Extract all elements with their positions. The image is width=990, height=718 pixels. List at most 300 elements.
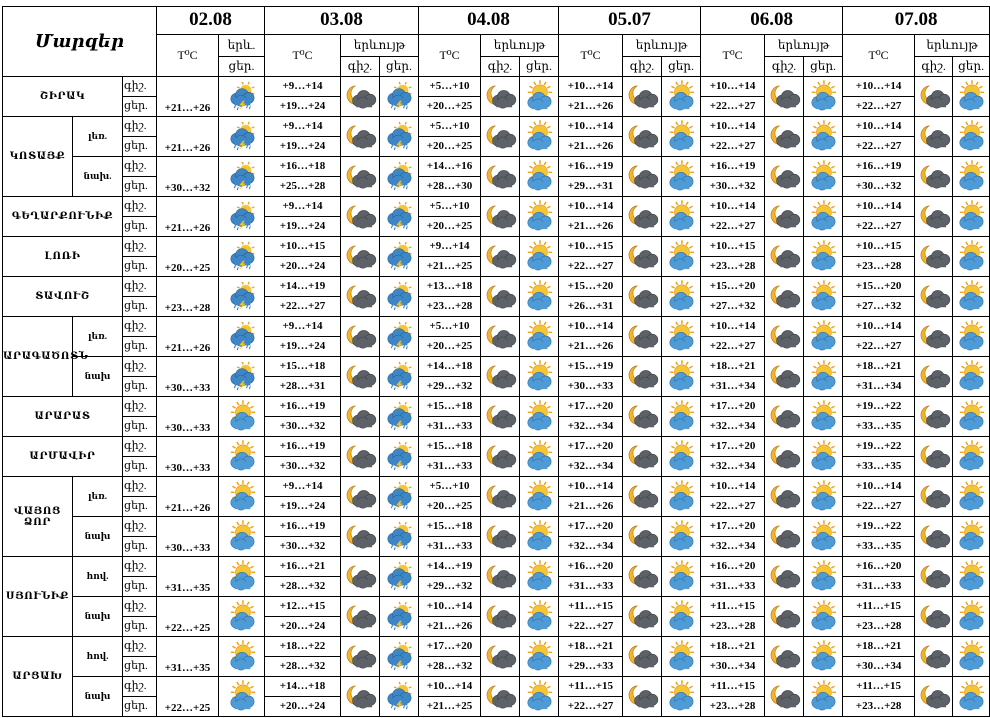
weather-icon-cell	[219, 597, 265, 637]
night-temp: +10…+14	[419, 677, 481, 697]
moon-cloud-icon	[769, 283, 799, 311]
day-temp: +33…+35	[843, 417, 915, 437]
weather-icon-cell	[341, 197, 380, 237]
day-temp: +32…+34	[701, 417, 765, 437]
moon-cloud-icon	[345, 683, 375, 711]
moon-cloud-icon	[485, 243, 515, 271]
sun-cloud-icon	[808, 363, 838, 391]
weather-icon-cell	[341, 637, 380, 677]
moon-cloud-icon	[919, 203, 949, 231]
storm-cloud-icon	[384, 643, 414, 671]
moon-cloud-icon	[919, 283, 949, 311]
moon-cloud-icon	[769, 203, 799, 231]
day-temp: +22…+27	[843, 97, 915, 117]
region-name: ՏԱՎՈՒՇ	[3, 277, 123, 317]
moon-cloud-icon	[627, 163, 657, 191]
storm-cloud-icon	[384, 683, 414, 711]
weather-icon-cell	[219, 517, 265, 557]
night-temp: +15…+18	[419, 437, 481, 457]
weather-icon-cell	[481, 277, 520, 317]
night-label: գիշ.	[765, 57, 804, 77]
weather-icon-cell	[520, 437, 559, 477]
day-temp: +23…+28	[843, 257, 915, 277]
day-label: ցեր.	[662, 57, 701, 77]
storm-cloud-icon	[384, 603, 414, 631]
temp-header: T⁰C	[843, 35, 915, 77]
moon-cloud-icon	[919, 683, 949, 711]
weather-icon-cell	[765, 517, 804, 557]
weather-icon-cell	[520, 317, 559, 357]
weather-icon-cell	[380, 517, 419, 557]
weather-icon-cell	[520, 477, 559, 517]
day-temp: +21…+25	[419, 697, 481, 717]
day-label: ցեր.	[953, 57, 990, 77]
weather-icon-cell	[765, 397, 804, 437]
weather-icon-cell	[380, 357, 419, 397]
sun-cloud-icon	[808, 283, 838, 311]
weather-icon-cell	[481, 357, 520, 397]
moon-cloud-icon	[769, 643, 799, 671]
weather-icon-cell	[481, 557, 520, 597]
night-temp: +9…+14	[265, 317, 341, 337]
sun-cloud-icon	[808, 323, 838, 351]
night-temp: +10…+14	[843, 77, 915, 97]
sun-cloud-icon	[524, 683, 554, 711]
weather-icon-cell	[804, 317, 843, 357]
weather-icon-cell	[953, 357, 990, 397]
moon-cloud-icon	[345, 363, 375, 391]
sun-cloud-icon	[956, 283, 986, 311]
night-label: գիշ.	[123, 677, 157, 697]
weather-icon-cell	[662, 397, 701, 437]
sun-cloud-icon	[227, 683, 257, 711]
weather-icon-cell	[765, 77, 804, 117]
weather-icon-cell	[481, 637, 520, 677]
night-label: գիշ.	[123, 357, 157, 377]
weather-icon-cell	[380, 597, 419, 637]
storm-cloud-icon	[227, 323, 257, 351]
storm-cloud-icon	[384, 323, 414, 351]
weather-icon-cell	[765, 637, 804, 677]
moon-cloud-icon	[769, 323, 799, 351]
night-label: գիշ.	[123, 397, 157, 417]
weather-icon-cell	[520, 117, 559, 157]
night-label: գիշ.	[623, 57, 662, 77]
forecast-table	[2, 6, 990, 717]
night-temp: +10…+15	[701, 237, 765, 257]
day-temp: +30…+32	[701, 177, 765, 197]
moon-cloud-icon	[627, 83, 657, 111]
weather-icon-cell	[341, 397, 380, 437]
moon-cloud-icon	[345, 203, 375, 231]
day-temp: +21…+26	[559, 337, 623, 357]
date-header: 06.08	[701, 7, 843, 35]
night-temp: +18…+22	[265, 637, 341, 657]
subregion-label: նախ	[73, 357, 123, 397]
weather-icon-cell	[804, 437, 843, 477]
weather-icon-cell	[219, 397, 265, 437]
sun-cloud-icon	[956, 403, 986, 431]
moon-cloud-icon	[919, 403, 949, 431]
storm-cloud-icon	[384, 243, 414, 271]
day-temp: +21…+26	[559, 97, 623, 117]
day-temp: +22…+27	[559, 617, 623, 637]
weather-icon-cell	[520, 557, 559, 597]
storm-cloud-icon	[384, 283, 414, 311]
night-temp: +14…+19	[419, 557, 481, 577]
temp-header: T⁰C	[157, 35, 219, 77]
weather-icon-cell	[520, 237, 559, 277]
weather-icon-cell	[953, 317, 990, 357]
sun-cloud-icon	[524, 363, 554, 391]
night-temp: +18…+21	[701, 637, 765, 657]
day-temp: +28…+32	[419, 657, 481, 677]
moon-cloud-icon	[485, 203, 515, 231]
weather-icon-cell	[623, 397, 662, 437]
temp-header: T⁰C	[701, 35, 765, 77]
subregion-label: հով.	[73, 557, 123, 597]
weather-icon-cell	[623, 517, 662, 557]
sun-cloud-icon	[808, 483, 838, 511]
sun-cloud-icon	[808, 83, 838, 111]
date-header: 05.07	[559, 7, 701, 35]
weather-icon-cell	[481, 517, 520, 557]
moon-cloud-icon	[345, 163, 375, 191]
night-temp: +10…+15	[559, 237, 623, 257]
storm-cloud-icon	[384, 403, 414, 431]
moon-cloud-icon	[769, 83, 799, 111]
sun-cloud-icon	[956, 523, 986, 551]
sun-cloud-icon	[666, 83, 696, 111]
night-label: գիշ.	[123, 437, 157, 457]
day-temp: +22…+27	[701, 217, 765, 237]
day-temp: +22…+27	[843, 497, 915, 517]
moon-cloud-icon	[769, 403, 799, 431]
region-name: ԿՈՏԱՅՔ	[3, 117, 73, 197]
night-temp: +16…+20	[559, 557, 623, 577]
night-temp: +12…+15	[265, 597, 341, 617]
subregion-label: նախ	[73, 677, 123, 717]
day-temp: +31…+33	[419, 417, 481, 437]
night-label: գիշ.	[123, 277, 157, 297]
day-label: ցեր.	[380, 57, 419, 77]
moon-cloud-icon	[769, 563, 799, 591]
night-temp: +10…+14	[419, 597, 481, 617]
night-temp: +19…+22	[843, 397, 915, 417]
sun-cloud-icon	[524, 563, 554, 591]
night-label: գիշ.	[915, 57, 953, 77]
sun-cloud-icon	[956, 163, 986, 191]
storm-cloud-icon	[227, 203, 257, 231]
weather-icon-cell	[804, 597, 843, 637]
moon-cloud-icon	[345, 643, 375, 671]
weather-icon-cell	[520, 157, 559, 197]
sun-cloud-icon	[666, 563, 696, 591]
day-temp: +21…+26	[157, 477, 219, 517]
day-temp: +32…+34	[559, 417, 623, 437]
sun-cloud-icon	[666, 643, 696, 671]
night-temp: +10…+14	[559, 197, 623, 217]
night-temp: +11…+15	[843, 677, 915, 697]
date-header: 07.08	[843, 7, 990, 35]
weather-icon-cell	[953, 197, 990, 237]
region-name: ԱՐՄԱՎԻՐ	[3, 437, 123, 477]
day-label: ցեր.	[123, 137, 157, 157]
day-temp: +28…+32	[265, 657, 341, 677]
phenomenon-header: երևույթ	[765, 35, 843, 57]
weather-icon-cell	[380, 117, 419, 157]
weather-icon-cell	[915, 317, 953, 357]
temp-header: T⁰C	[265, 35, 341, 77]
date-header: 03.08	[265, 7, 419, 35]
moon-cloud-icon	[345, 243, 375, 271]
day-temp: +30…+33	[157, 437, 219, 477]
day-temp: +29…+32	[419, 377, 481, 397]
moon-cloud-icon	[769, 483, 799, 511]
night-temp: +10…+15	[265, 237, 341, 257]
weather-icon-cell	[915, 237, 953, 277]
region-name: ԱՐԱՐԱՏ	[3, 397, 123, 437]
night-temp: +11…+15	[701, 677, 765, 697]
weather-icon-cell	[219, 157, 265, 197]
night-temp: +17…+20	[419, 637, 481, 657]
sun-cloud-icon	[666, 123, 696, 151]
night-label: գիշ.	[123, 117, 157, 137]
sun-cloud-icon	[808, 643, 838, 671]
day-label: ցեր.	[123, 297, 157, 317]
weather-icon-cell	[765, 437, 804, 477]
weather-icon-cell	[520, 77, 559, 117]
night-temp: +14…+19	[265, 277, 341, 297]
storm-cloud-icon	[384, 483, 414, 511]
night-temp: +17…+20	[701, 517, 765, 537]
moon-cloud-icon	[345, 403, 375, 431]
night-temp: +14…+18	[419, 357, 481, 377]
weather-icon-cell	[520, 597, 559, 637]
day-temp: +30…+32	[265, 537, 341, 557]
region-name: ՍՅՈՒՆԻՔ	[3, 557, 73, 637]
weather-icon-cell	[915, 437, 953, 477]
weather-icon-cell	[953, 557, 990, 597]
day-temp: +22…+25	[157, 597, 219, 637]
night-temp: +16…+19	[265, 517, 341, 537]
night-temp: +16…+19	[701, 157, 765, 177]
night-temp: +17…+20	[559, 437, 623, 457]
day-temp: +19…+24	[265, 337, 341, 357]
weather-icon-cell	[623, 597, 662, 637]
day-temp: +21…+26	[157, 317, 219, 357]
day-label: ցեր.	[123, 537, 157, 557]
storm-cloud-icon	[384, 123, 414, 151]
sun-cloud-icon	[666, 363, 696, 391]
moon-cloud-icon	[485, 443, 515, 471]
weather-icon-cell	[662, 77, 701, 117]
weather-icon-cell	[623, 677, 662, 717]
night-temp: +16…+20	[843, 557, 915, 577]
weather-icon-cell	[765, 597, 804, 637]
weather-icon-cell	[481, 397, 520, 437]
night-label: գիշ.	[123, 197, 157, 217]
sun-cloud-icon	[524, 483, 554, 511]
night-temp: +10…+14	[559, 477, 623, 497]
weather-icon-cell	[953, 477, 990, 517]
sun-cloud-icon	[956, 323, 986, 351]
night-temp: +5…+10	[419, 77, 481, 97]
weather-icon-cell	[341, 357, 380, 397]
subregion-label: լեռ.	[73, 117, 123, 157]
sun-cloud-icon	[808, 523, 838, 551]
night-temp: +17…+20	[559, 517, 623, 537]
weather-icon-cell	[219, 477, 265, 517]
day-label: ցեր.	[123, 177, 157, 197]
weather-icon-cell	[804, 637, 843, 677]
storm-cloud-icon	[384, 203, 414, 231]
night-temp: +15…+18	[419, 397, 481, 417]
day-label: ցեր.	[123, 217, 157, 237]
weather-icon-cell	[915, 477, 953, 517]
storm-cloud-icon	[384, 163, 414, 191]
moon-cloud-icon	[919, 123, 949, 151]
sun-cloud-icon	[808, 243, 838, 271]
day-temp: +33…+35	[843, 457, 915, 477]
day-temp: +21…+26	[157, 117, 219, 157]
day-temp: +31…+33	[701, 577, 765, 597]
weather-icon-cell	[662, 197, 701, 237]
weather-icon-cell	[520, 277, 559, 317]
day-temp: +23…+28	[157, 277, 219, 317]
night-temp: +17…+20	[559, 397, 623, 417]
moon-cloud-icon	[769, 603, 799, 631]
moon-cloud-icon	[919, 563, 949, 591]
night-temp: +15…+19	[559, 357, 623, 377]
night-temp: +5…+10	[419, 117, 481, 137]
sun-cloud-icon	[956, 123, 986, 151]
moon-cloud-icon	[345, 603, 375, 631]
night-label: գիշ.	[123, 317, 157, 337]
weather-icon-cell	[341, 277, 380, 317]
weather-icon-cell	[219, 117, 265, 157]
regions-title: Մարզեր	[3, 7, 157, 77]
moon-cloud-icon	[769, 443, 799, 471]
weather-icon-cell	[915, 677, 953, 717]
phenomenon-header: երևույթ	[623, 35, 701, 57]
weather-icon-cell	[623, 357, 662, 397]
weather-icon-cell	[623, 77, 662, 117]
day-temp: +30…+32	[843, 177, 915, 197]
day-label: ցեր.	[123, 617, 157, 637]
subregion-label: լեռ.	[73, 477, 123, 517]
day-temp: +20…+25	[419, 217, 481, 237]
moon-cloud-icon	[345, 443, 375, 471]
weather-icon-cell	[662, 557, 701, 597]
day-temp: +32…+34	[559, 457, 623, 477]
night-temp: +10…+14	[559, 77, 623, 97]
sun-cloud-icon	[524, 603, 554, 631]
weather-icon-cell	[662, 117, 701, 157]
night-temp: +5…+10	[419, 317, 481, 337]
weather-icon-cell	[804, 477, 843, 517]
region-name: ԳԵՂԱՐՔՈՒՆԻՔ	[3, 197, 123, 237]
moon-cloud-icon	[485, 323, 515, 351]
day-label: ցեր.	[123, 577, 157, 597]
moon-cloud-icon	[919, 603, 949, 631]
weather-icon-cell	[341, 77, 380, 117]
sun-cloud-icon	[666, 683, 696, 711]
weather-icon-cell	[765, 477, 804, 517]
moon-cloud-icon	[919, 363, 949, 391]
day-temp: +22…+27	[701, 137, 765, 157]
weather-icon-cell	[953, 517, 990, 557]
night-label: գիշ.	[123, 157, 157, 177]
weather-icon-cell	[915, 197, 953, 237]
weather-icon-cell	[219, 317, 265, 357]
weather-icon-cell	[380, 237, 419, 277]
weather-icon-cell	[623, 197, 662, 237]
sun-cloud-icon	[666, 283, 696, 311]
day-temp: +21…+25	[419, 257, 481, 277]
moon-cloud-icon	[919, 323, 949, 351]
sun-cloud-icon	[956, 83, 986, 111]
day-temp: +21…+26	[157, 197, 219, 237]
night-temp: +11…+15	[559, 597, 623, 617]
weather-icon-cell	[953, 237, 990, 277]
moon-cloud-icon	[345, 83, 375, 111]
night-temp: +18…+21	[843, 357, 915, 377]
weather-icon-cell	[804, 397, 843, 437]
night-temp: +15…+20	[843, 277, 915, 297]
weather-icon-cell	[520, 677, 559, 717]
night-temp: +15…+18	[419, 517, 481, 537]
storm-cloud-icon	[384, 563, 414, 591]
day-temp: +21…+26	[419, 617, 481, 637]
phenomenon-header: երևույթ	[341, 35, 419, 57]
night-temp: +14…+16	[419, 157, 481, 177]
day-temp: +22…+27	[559, 697, 623, 717]
storm-cloud-icon	[227, 243, 257, 271]
weather-icon-cell	[341, 477, 380, 517]
storm-cloud-icon	[384, 363, 414, 391]
night-temp: +10…+14	[701, 117, 765, 137]
moon-cloud-icon	[485, 123, 515, 151]
night-temp: +16…+19	[265, 397, 341, 417]
night-temp: +10…+14	[843, 117, 915, 137]
day-temp: +30…+32	[157, 157, 219, 197]
weather-icon-cell	[341, 157, 380, 197]
day-temp: +30…+33	[559, 377, 623, 397]
sun-cloud-icon	[956, 603, 986, 631]
moon-cloud-icon	[769, 163, 799, 191]
moon-cloud-icon	[919, 483, 949, 511]
sun-cloud-icon	[808, 443, 838, 471]
night-label: գիշ.	[123, 237, 157, 257]
day-temp: +25…+28	[265, 177, 341, 197]
day-temp: +20…+24	[265, 697, 341, 717]
night-temp: +18…+21	[559, 637, 623, 657]
night-label: գիշ.	[481, 57, 520, 77]
day-temp: +28…+30	[419, 177, 481, 197]
sun-cloud-icon	[227, 643, 257, 671]
night-temp: +9…+14	[265, 77, 341, 97]
day-temp: +32…+34	[559, 537, 623, 557]
weather-icon-cell	[662, 477, 701, 517]
moon-cloud-icon	[919, 443, 949, 471]
day-temp: +27…+32	[843, 297, 915, 317]
region-name: ԼՈՌԻ	[3, 237, 123, 277]
weather-icon-cell	[804, 117, 843, 157]
night-temp: +10…+14	[559, 117, 623, 137]
weather-icon-cell	[765, 197, 804, 237]
day-temp: +22…+27	[701, 337, 765, 357]
